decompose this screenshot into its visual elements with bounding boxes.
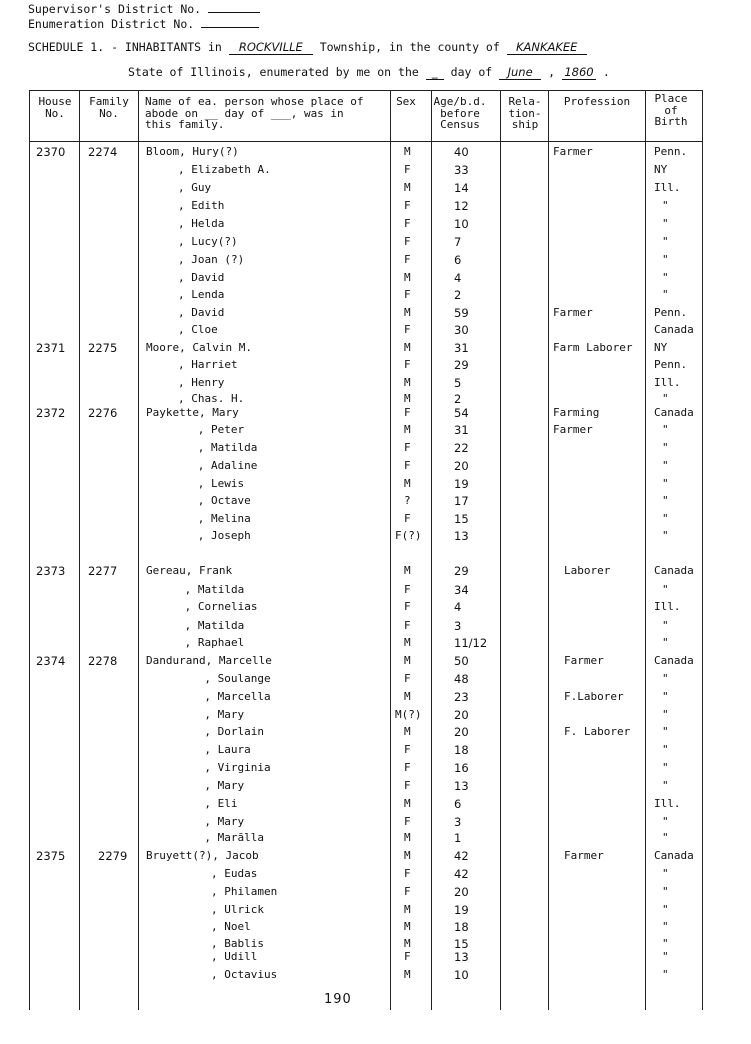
age-value: 17 (454, 494, 469, 508)
age-value: 5 (454, 376, 462, 390)
profession-value: Farmer (564, 654, 604, 667)
profession-value: Laborer (564, 564, 611, 577)
birthplace-value: Ill. (654, 797, 681, 810)
enumeration-district-label: Enumeration District No. (28, 17, 259, 31)
age-value: 42 (454, 849, 469, 863)
profession-value: Farm Laborer (553, 341, 633, 354)
sex-value: F (404, 217, 411, 230)
birthplace-value: Ill. (654, 600, 681, 613)
sex-value: F (404, 358, 411, 371)
age-value: 23 (454, 690, 469, 704)
col-age-header: Age/b.d. before Census (433, 95, 487, 131)
month-value: June (499, 65, 541, 80)
birthplace-value: " (662, 235, 669, 248)
birthplace-value: NY (654, 163, 668, 176)
sex-value: F (404, 163, 411, 176)
sex-value: F (404, 323, 411, 336)
birthplace-value: " (662, 392, 669, 405)
person-name: , Lucy(?) (178, 235, 238, 248)
sex-value: F (404, 459, 411, 472)
age-value: 13 (454, 950, 469, 964)
sex-value: M (404, 920, 411, 933)
profession-value: Farmer (553, 423, 593, 436)
birthplace-value: Canada (654, 564, 694, 577)
person-name: , Helda (178, 217, 225, 230)
sex-value: M (404, 392, 411, 405)
age-value: 14 (454, 181, 469, 195)
person-name: , Noel (211, 920, 251, 933)
column-rule (702, 90, 703, 1010)
age-value: 19 (454, 903, 469, 917)
person-name: , Dorlain (204, 725, 264, 738)
column-rule (548, 90, 549, 1010)
age-value: 6 (454, 797, 462, 811)
sex-value: F (404, 288, 411, 301)
table-top-rule (29, 90, 703, 91)
house-number: 2375 (36, 849, 66, 863)
person-name: , Peter (197, 423, 245, 436)
page-number: 190 (324, 992, 352, 1007)
sex-value: M (404, 145, 411, 158)
person-name: , David (178, 271, 225, 284)
person-name: , Lenda (178, 288, 225, 301)
sex-value: M (404, 849, 411, 862)
sex-value: M (404, 690, 411, 703)
age-value: 15 (454, 937, 469, 951)
age-value: 16 (454, 761, 469, 775)
person-name: , Soulange (204, 672, 271, 685)
sex-value: F (404, 253, 411, 266)
person-name: , Edith (178, 199, 225, 212)
sex-value: M (404, 937, 411, 950)
birthplace-value: Canada (654, 654, 694, 667)
column-rule (645, 90, 646, 1010)
person-name: , Marcella (204, 690, 271, 703)
sex-value: M (404, 654, 411, 667)
sex-value: F (404, 950, 411, 963)
sex-value: M (404, 271, 411, 284)
birthplace-value: " (662, 761, 669, 774)
age-value: 13 (454, 529, 469, 543)
col-name-header: Name of ea. person whose place of abode on __ day of ___, was in this family. (145, 95, 364, 131)
age-value: 1 (454, 831, 462, 845)
birthplace-value: Canada (654, 849, 694, 862)
age-value: 20 (454, 708, 469, 722)
birthplace-value: " (662, 708, 669, 721)
person-name: , Guy (178, 181, 212, 194)
person-name: , David (178, 306, 225, 319)
age-value: 20 (454, 885, 469, 899)
age-value: 19 (454, 477, 469, 491)
person-name: , Virginia (204, 761, 271, 774)
sex-value: M (404, 636, 411, 649)
col-birth-header: Place of Birth (654, 92, 688, 128)
person-name: , Matilda (184, 583, 245, 596)
profession-value: Farming (553, 406, 600, 419)
family-number: 2275 (88, 341, 118, 355)
person-name: , Raphael (184, 636, 245, 649)
person-name: Moore, Calvin M. (146, 341, 252, 354)
birthplace-value: " (662, 441, 669, 454)
birthplace-value: Penn. (654, 358, 688, 371)
sex-value: F (404, 815, 411, 828)
birthplace-value: " (662, 725, 669, 738)
age-value: 15 (454, 512, 469, 526)
person-name: Bruyett(?), Jacob (146, 849, 259, 862)
sex-value: M (404, 306, 411, 319)
age-value: 4 (454, 600, 462, 614)
person-name: , Octave (197, 494, 251, 507)
age-value: 42 (454, 867, 469, 881)
day-value: _ (426, 65, 444, 80)
birthplace-value: Canada (654, 406, 694, 419)
sex-value: F (404, 512, 411, 525)
age-value: 54 (454, 406, 469, 420)
sex-value: M (404, 725, 411, 738)
person-name: , Elizabeth A. (178, 163, 271, 176)
person-name: , Mary (204, 779, 245, 792)
county-value: KANKAKEE (507, 40, 587, 55)
birthplace-value: " (662, 253, 669, 266)
column-rule (29, 90, 30, 1010)
person-name: , Mary (204, 815, 245, 828)
profession-value: F.Laborer (564, 690, 624, 703)
profession-value: Farmer (564, 849, 604, 862)
sex-value: M (404, 797, 411, 810)
age-value: 3 (454, 815, 462, 829)
sex-value: F (404, 779, 411, 792)
person-name: , Matilda (184, 619, 245, 632)
person-name: Gereau, Frank (146, 564, 233, 577)
birthplace-value: " (662, 199, 669, 212)
age-value: 48 (454, 672, 469, 686)
sex-value: F (404, 600, 411, 613)
sex-value: F(?) (395, 529, 422, 542)
age-value: 29 (454, 358, 469, 372)
house-number: 2374 (36, 654, 66, 668)
birthplace-value: " (662, 690, 669, 703)
year-value: 1860 (562, 65, 596, 80)
profession-value: Farmer (553, 145, 593, 158)
person-name: , Udill (211, 950, 258, 963)
sex-value: M (404, 181, 411, 194)
birthplace-value: " (662, 950, 669, 963)
house-number: 2372 (36, 406, 66, 420)
birthplace-value: " (662, 477, 669, 490)
age-value: 31 (454, 423, 469, 437)
birthplace-value: " (662, 937, 669, 950)
birthplace-value: " (662, 619, 669, 632)
family-number: 2277 (88, 564, 118, 578)
birthplace-value: " (662, 288, 669, 301)
age-value: 29 (454, 564, 469, 578)
sex-value: F (404, 885, 411, 898)
col-profession-header: Profession (563, 95, 631, 108)
supervisor-district-label: Supervisor's District No. (28, 2, 260, 16)
sex-value: F (404, 441, 411, 454)
sex-value: M (404, 376, 411, 389)
sex-value: M (404, 341, 411, 354)
age-value: 30 (454, 323, 469, 337)
age-value: 3 (454, 619, 462, 633)
age-value: 2 (454, 392, 462, 406)
birthplace-value: " (662, 529, 669, 542)
person-name: , Adaline (197, 459, 258, 472)
birthplace-value: Penn. (654, 306, 688, 319)
age-value: 11/12 (454, 636, 488, 650)
age-value: 31 (454, 341, 469, 355)
age-value: 20 (454, 459, 469, 473)
person-name: , Ulrick (211, 903, 264, 916)
person-name: Bloom, Hury(?) (146, 145, 239, 158)
sex-value: F (404, 619, 411, 632)
age-value: 4 (454, 271, 462, 285)
birthplace-value: " (662, 636, 669, 649)
birthplace-value: " (662, 885, 669, 898)
age-value: 13 (454, 779, 469, 793)
age-value: 2 (454, 288, 462, 302)
birthplace-value: " (662, 494, 669, 507)
col-relationship-header: Rela- tion- ship (508, 95, 542, 131)
birthplace-value: " (662, 920, 669, 933)
age-value: 40 (454, 145, 469, 159)
birthplace-value: " (662, 583, 669, 596)
birthplace-value: " (662, 968, 669, 981)
birthplace-value: NY (654, 341, 668, 354)
person-name: , Cornelias (184, 600, 258, 613)
sex-value: M(?) (395, 708, 422, 721)
sex-value: M (404, 477, 411, 490)
sex-value: M (404, 564, 411, 577)
sex-value: M (404, 831, 411, 844)
sex-value: F (404, 406, 411, 419)
person-name: , Cloe (178, 323, 218, 336)
township-value: ROCKVILLE (229, 40, 313, 55)
age-value: 33 (454, 163, 469, 177)
column-rule (390, 90, 391, 1010)
person-name: , Marālla (204, 831, 264, 844)
birthplace-value: " (662, 512, 669, 525)
column-rule (500, 90, 501, 1010)
age-value: 18 (454, 743, 469, 757)
person-name: , Henry (178, 376, 225, 389)
sex-value: F (404, 235, 411, 248)
birthplace-value: " (662, 867, 669, 880)
person-name: , Matilda (197, 441, 258, 454)
birthplace-value: " (662, 903, 669, 916)
birthplace-value: " (662, 423, 669, 436)
age-value: 10 (454, 217, 469, 231)
sex-value: M (404, 423, 411, 436)
age-value: 7 (454, 235, 462, 249)
age-value: 12 (454, 199, 469, 213)
birthplace-value: Ill. (654, 181, 681, 194)
sex-value: ? (404, 494, 411, 507)
age-value: 59 (454, 306, 469, 320)
birthplace-value: Canada (654, 323, 694, 336)
person-name: , Joan (?) (178, 253, 245, 266)
sex-value: M (404, 903, 411, 916)
age-value: 6 (454, 253, 462, 267)
house-number: 2373 (36, 564, 66, 578)
col-family-header: Family No. (89, 95, 129, 120)
header-bottom-rule (29, 141, 703, 142)
person-name: , Mary (204, 708, 245, 721)
profession-value: Farmer (553, 306, 593, 319)
birthplace-value: Ill. (654, 376, 681, 389)
person-name: , Chas. H. (178, 392, 245, 405)
schedule-line: SCHEDULE 1. - INHABITANTS in ROCKVILLE Township, in the county of KANKAKEE (28, 40, 587, 55)
birthplace-value: " (662, 779, 669, 792)
person-name: , Philamen (211, 885, 278, 898)
family-number: 2276 (88, 406, 118, 420)
family-number: 2279 (98, 849, 128, 863)
birthplace-value: " (662, 271, 669, 284)
person-name: Paykette, Mary (146, 406, 239, 419)
birthplace-value: " (662, 743, 669, 756)
birthplace-value: " (662, 217, 669, 230)
house-number: 2370 (36, 145, 66, 159)
family-number: 2274 (88, 145, 118, 159)
house-number: 2371 (36, 341, 66, 355)
age-value: 18 (454, 920, 469, 934)
sex-value: F (404, 672, 411, 685)
birthplace-value: " (662, 672, 669, 685)
person-name: , Laura (204, 743, 251, 756)
profession-value: F. Laborer (564, 725, 631, 738)
sex-value: F (404, 761, 411, 774)
age-value: 34 (454, 583, 469, 597)
person-name: , Melina (197, 512, 251, 525)
person-name: , Harriet (178, 358, 238, 371)
person-name: , Lewis (197, 477, 245, 490)
person-name: , Joseph (197, 529, 251, 542)
family-number: 2278 (88, 654, 118, 668)
birthplace-value: Penn. (654, 145, 688, 158)
age-value: 10 (454, 968, 469, 982)
person-name: , Bablis (211, 937, 264, 950)
col-sex-header: Sex (396, 95, 416, 108)
birthplace-value: " (662, 815, 669, 828)
birthplace-value: " (662, 459, 669, 472)
column-rule (431, 90, 432, 1010)
sex-value: F (404, 743, 411, 756)
age-value: 50 (454, 654, 469, 668)
person-name: Dandurand, Marcelle (146, 654, 272, 667)
person-name: , Octavius (211, 968, 278, 981)
sex-value: F (404, 199, 411, 212)
sex-value: M (404, 968, 411, 981)
col-house-header: House No. (38, 95, 72, 120)
sex-value: F (404, 867, 411, 880)
birthplace-value: " (662, 831, 669, 844)
person-name: , Eudas (211, 867, 258, 880)
age-value: 22 (454, 441, 469, 455)
sex-value: F (404, 583, 411, 596)
state-line: State of Illinois, enumerated by me on the _ day of June , 1860 . (128, 65, 610, 79)
column-rule (79, 90, 80, 1010)
age-value: 20 (454, 725, 469, 739)
person-name: , Eli (204, 797, 238, 810)
column-rule (138, 90, 139, 1010)
